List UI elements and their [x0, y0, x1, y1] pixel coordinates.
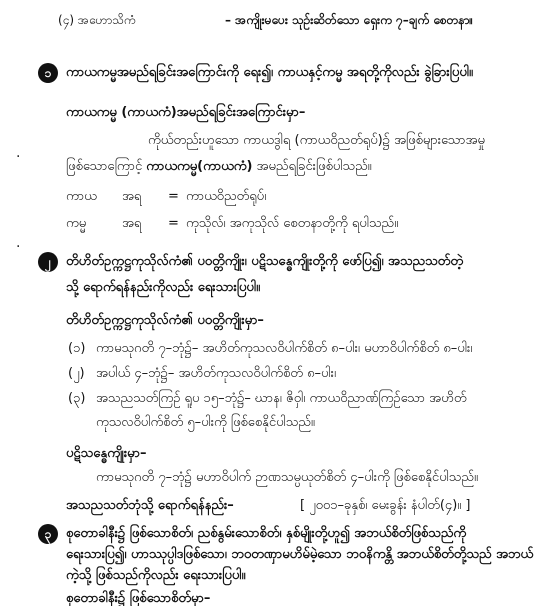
term-row-1-eq: = — [168, 189, 179, 204]
question-2-text-line2: သို့ ရောက်ရန်နည်းကိုလည်း ရေးသားပြပါ။ — [66, 280, 261, 295]
para-line2-bold: ကာယကမ္မ(ကာယကံ) — [146, 159, 253, 174]
question-1-sub-heading: ကာယကမ္မ (ကာယကံ)အမည်ရခြင်းအကြောင်းမှာ– — [66, 105, 306, 120]
question-2-number: ၂ — [38, 252, 58, 272]
para-line2-pre: ဖြစ်သောကြောင့် — [66, 159, 147, 174]
term-row-2-meaning: ကုသိုလ်၊ အကုသိုလ် စေတနာတို့ကို ရပါသည်။ — [186, 216, 399, 231]
header-left: (၄) အဟောသိကံ — [58, 13, 136, 27]
question-2-method-label: အသညသတ်ဘုံသို့ ရောက်ရန်နည်း– — [66, 498, 234, 513]
question-2-text-line1: တိဟိတ်ဥက္ကဋ္ဌကုသိုလ်ကံ၏ ပဝတ္တိကျိုး၊ ပဋိသန္ဓေကျိုးတို့ကို ဖော်ပြ၍၊ အသညသတ်တဲ့ — [66, 254, 463, 269]
question-3-sub-heading: စုတောခါနီး၌ ဖြစ်သောစိတ်မှာ– — [66, 591, 211, 606]
term-row-2-label: အရ — [122, 216, 142, 231]
term-row-1-term: ကာယ — [66, 189, 97, 204]
para-line2-post: အမည်ရခြင်းဖြစ်ပါသည်။ — [252, 159, 372, 174]
question-1-para-line1: ကိုယ်တည်းဟူသော ကာယဒွါရ (ကာယဝိညတ်ရုပ်)၌ အဖြစ်များသောအမှု — [148, 133, 485, 148]
question-3-text-line1: စုတောခါနီး၌ ဖြစ်သောစိတ်၊ ညစ်နွမ်းသောစိတ်၊ နှစ်မျိုးတို့ဟူ၍ အဘယ်စိတ်ဖြစ်သည်ကို — [66, 526, 467, 541]
item-1-mark: (၁) — [68, 341, 86, 356]
question-2-sub-heading2: ပဋိသန္ဓေကျိုးမှာ– — [66, 446, 147, 461]
question-2-para2: ကာမသုဂတိ ၇–ဘုံ၌ မဟာဝိပါက် ဉာဏသမ္ပယုတ်စိတ် ၄–ပါးကို ဖြစ်စေနိုင်ပါသည်။ — [96, 470, 478, 485]
term-row-2-term: ကမ္မ — [66, 216, 87, 231]
question-1-number: ၁ — [38, 63, 58, 83]
margin-dot-1: · — [16, 149, 21, 165]
item-2-mark: (၂) — [68, 366, 85, 381]
margin-dot-2: · — [16, 239, 21, 255]
item-3-cont: ကုသလဝိပါက်စိတ် ၅–ပါးကို ဖြစ်စေနိုင်ပါသည်။ — [96, 415, 315, 430]
item-3-mark: (၃) — [68, 391, 86, 406]
question-3-number: ၃ — [38, 524, 58, 544]
term-row-1-label: အရ — [122, 189, 142, 204]
term-row-1-meaning: ကာယဝိညတ်ရုပ်၊ — [186, 189, 267, 204]
question-3-text-line2: ရေးသားပြ၍၊ ဟာဿုပ္ပါဒဖြစ်သော၊ ဘဝတဏှာမဟိမ်မဲ့သော ဘဝနိကန္တိ အဘယ်စိတ်တို့သည် အဘယ် — [66, 547, 534, 562]
item-3-text: အသညသတ်ကြဉ် ရူပ ၁၅–ဘုံ၌– ဃာန၊ ဇိဝှါ၊ ကာယဝိညာဏ်ကြဉ်သော အဟိတ် — [96, 391, 467, 406]
item-2-text: အပါယ် ၄–ဘုံ၌– အဟိတ်ကုသလဝိပါက်စိတ် ၈–ပါး၊ — [96, 366, 337, 381]
item-1-text: ကာမသုဂတိ ၇–ဘုံ၌– အဟိတ်ကုသလဝိပါက်စိတ် ၈–ပါး၊ မဟာဝိပါက်စိတ် ၈–ပါး၊ — [96, 341, 473, 356]
question-2-sub-heading: တိဟိတ်ဥက္ကဋ္ဌကုသိုလ်ကံ၏ ပဝတ္တိကျိုးမှာ– — [66, 313, 264, 328]
question-1-para-line2 — [66, 160, 372, 173]
header-right: – အကျိုးမပေး သုဉ်းဆိတ်သော ရှေးက ၇–ချက် စေတနာ။ — [225, 13, 474, 27]
question-2-method-ref: [ ၂၀၀၁–ခုနှစ်၊ မေးခွန်း နံပါတ်(၄)။ ] — [300, 498, 471, 513]
term-row-2-eq: = — [168, 216, 179, 231]
question-1-text: ကာယကမ္မအမည်ရခြင်းအကြောင်းကို ရေး၍၊ ကာယနှင့်ကမ္မ အရတို့ကိုလည်း ခွဲခြားပြပါ။ — [66, 65, 473, 80]
question-3-text-line3: ကဲ့သို့ ဖြစ်သည်ကိုလည်း ရေးသားပြပါ။ — [66, 568, 246, 583]
